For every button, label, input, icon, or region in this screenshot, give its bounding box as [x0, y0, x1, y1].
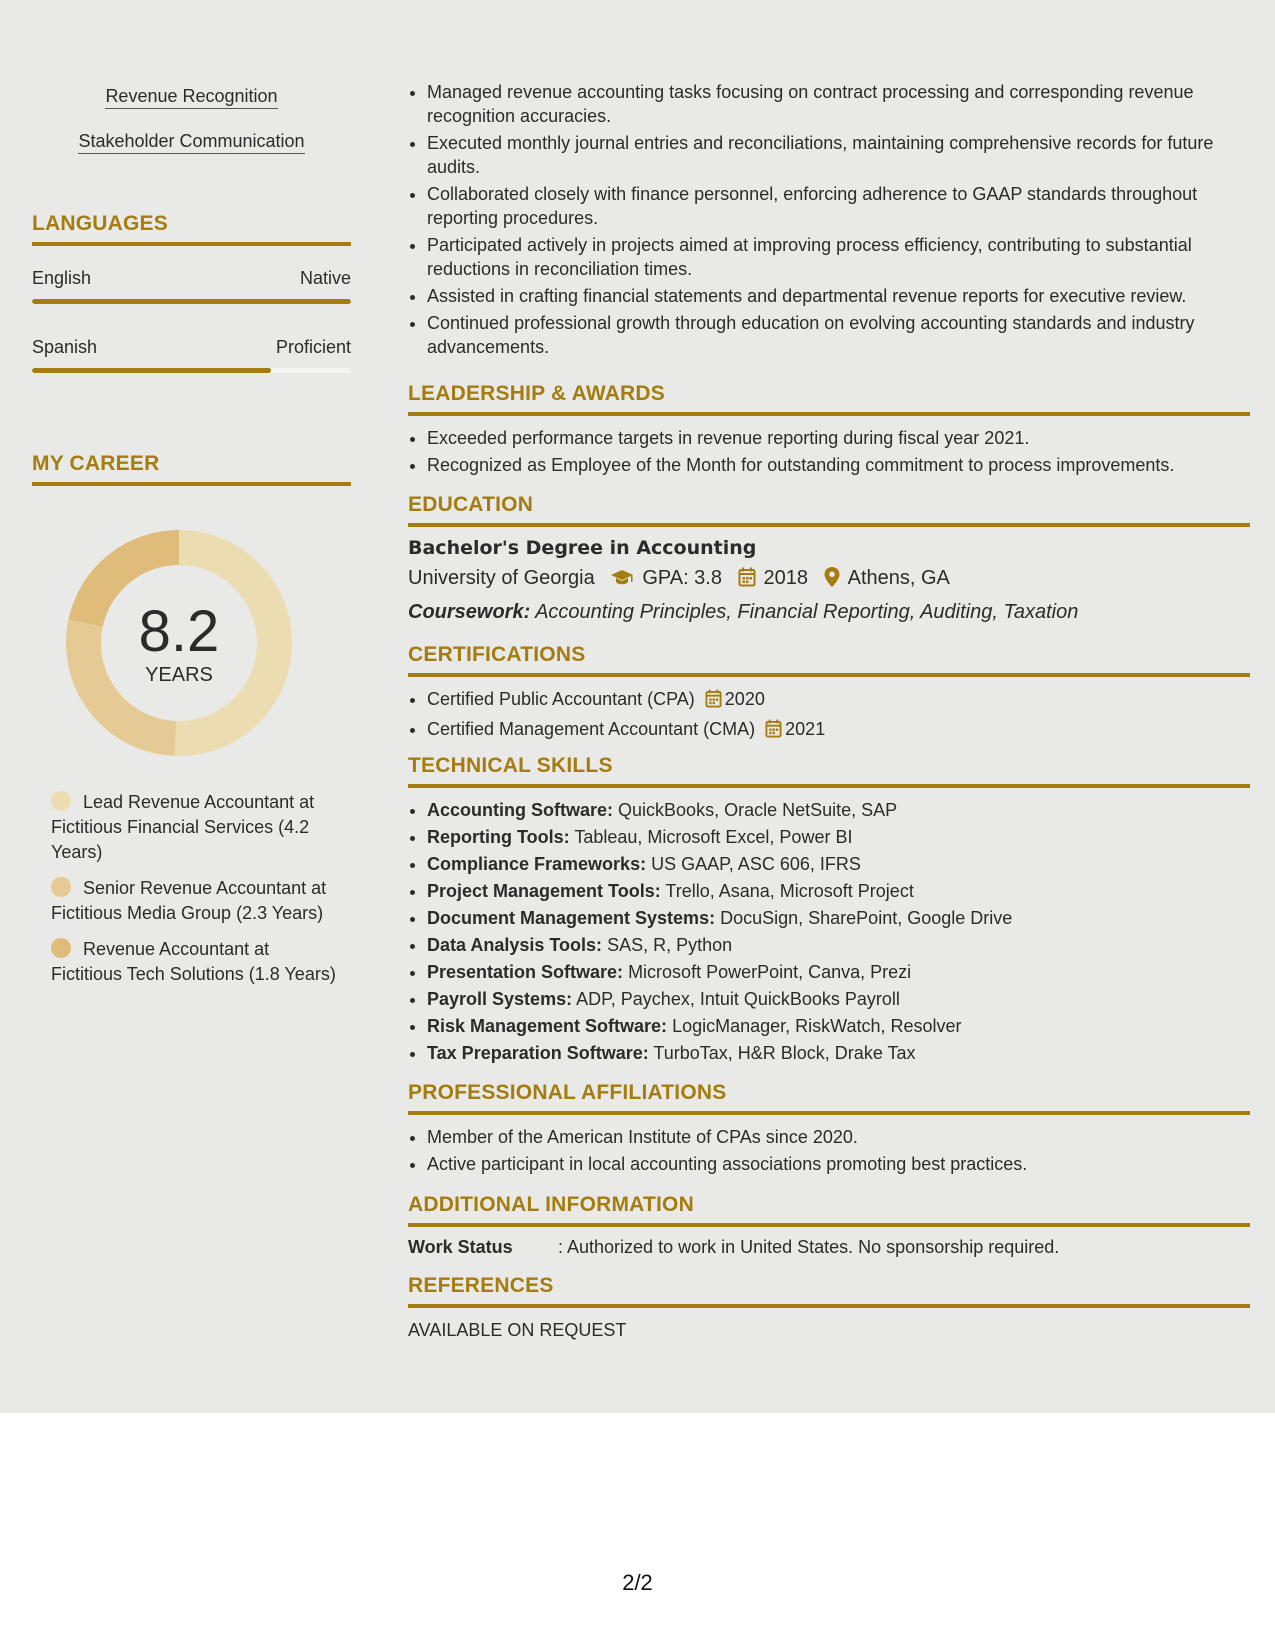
career-role-label: Senior Revenue Accountant at Fictitious Media Group (2.3 Years) [51, 878, 327, 923]
skill-values: US GAAP, ASC 606, IFRS [651, 854, 861, 874]
references-text: AVAILABLE ON REQUEST [408, 1320, 627, 1340]
skill-tag-label: Stakeholder Communication [78, 131, 304, 154]
skill-tag [32, 131, 351, 152]
career-role-label: Lead Revenue Accountant at Fictitious Financial Services (4.2 Years) [51, 792, 315, 862]
skill-values: Tableau, Microsoft Excel, Power BI [574, 827, 853, 847]
skill-tag-label: Revenue Recognition [105, 86, 277, 109]
career-heading: MY CAREER [32, 452, 351, 486]
technical-skill-item [427, 852, 1250, 876]
leadership-item: • Recognized as Employee of the Month for outstanding commitment to process improvements. [427, 453, 1250, 477]
certification-year: 2021 [785, 719, 826, 739]
affiliation-item: • Active participant in local accounting associations promoting best practices. [427, 1152, 1250, 1176]
language-name: English [32, 268, 92, 288]
skill-category: Payroll Systems: [427, 989, 573, 1009]
leadership-list [408, 426, 1250, 477]
experience-bullet: • Assisted in crafting financial statements and departmental revenue reports for executive review. [427, 284, 1269, 308]
additional-info-heading: ADDITIONAL INFORMATION [408, 1193, 1250, 1227]
work-status-label: Work Status [408, 1237, 513, 1257]
calendar-icon [765, 719, 782, 744]
coursework-value: Accounting Principles, Financial Reporting, Auditing, Taxation [535, 601, 1079, 623]
location-pin-icon [824, 567, 840, 593]
language-level: Native [299, 268, 351, 288]
language-level: Proficient [275, 337, 351, 357]
leadership-item: • Exceeded performance targets in revenue reporting during fiscal year 2021. [427, 426, 1250, 450]
career-legend-item [51, 876, 341, 926]
technical-skill-item [427, 933, 1250, 957]
language-name: Spanish [32, 337, 98, 357]
experience-bullet: • Participated actively in projects aimed at improving process efficiency, contributing to substantial reductions in reconciliation times. [427, 233, 1269, 281]
career-total-value: 8.2 [138, 599, 220, 664]
skill-values: ADP, Paychex, Intuit QuickBooks Payroll [576, 989, 900, 1009]
education-degree: Bachelor's Degree in Accounting [408, 537, 757, 559]
technical-skill-item [427, 987, 1250, 1011]
experience-bullet: • Managed revenue accounting tasks focusing on contract processing and corresponding revenue recognition accuracies. [427, 80, 1269, 128]
certification-name: Certified Public Accountant (CPA) [427, 689, 695, 709]
skill-values: DocuSign, SharePoint, Google Drive [720, 908, 1013, 928]
coursework-label: Coursework: [408, 601, 531, 623]
experience-bullet: • Collaborated closely with finance personnel, enforcing adherence to GAAP standards throughout reporting procedures. [427, 182, 1269, 230]
language-proficiency-fill [32, 299, 351, 304]
skill-values: QuickBooks, Oracle NetSuite, SAP [618, 800, 898, 820]
technical-skills-heading: TECHNICAL SKILLS [408, 754, 1250, 788]
skill-category: Accounting Software: [427, 800, 614, 820]
technical-skills-section [408, 754, 1250, 1068]
legend-dot-icon [51, 938, 71, 958]
technical-skill-item [427, 798, 1250, 822]
education-meta [408, 567, 1250, 593]
skill-category: Presentation Software: [427, 962, 624, 982]
affiliations-section [408, 1081, 1250, 1179]
calendar-icon [738, 567, 756, 593]
certification-item [427, 717, 1250, 744]
technical-skill-item [427, 879, 1250, 903]
skill-category: Tax Preparation Software: [427, 1043, 649, 1063]
technical-skill-item [427, 906, 1250, 930]
page-number: 2/2 [622, 1570, 653, 1595]
work-status-row [408, 1237, 1250, 1258]
technical-skill-item [427, 1014, 1250, 1038]
career-legend-item [51, 937, 341, 987]
references-section [408, 1274, 1250, 1341]
skill-tag [32, 86, 351, 107]
legend-dot-icon [51, 791, 71, 811]
references-heading: REFERENCES [408, 1274, 1250, 1308]
legend-dot-icon [51, 877, 71, 897]
skill-values: Microsoft PowerPoint, Canva, Prezi [628, 962, 912, 982]
education-heading: EDUCATION [408, 493, 1250, 527]
skill-values: SAS, R, Python [607, 935, 733, 955]
career-total-unit: YEARS [145, 664, 213, 686]
graduation-cap-icon [610, 569, 634, 593]
technical-skill-item [427, 960, 1250, 984]
skill-category: Risk Management Software: [427, 1016, 668, 1036]
skill-values: LogicManager, RiskWatch, Resolver [672, 1016, 962, 1036]
languages-heading: LANGUAGES [32, 212, 351, 246]
career-legend [51, 790, 341, 998]
affiliation-item: • Member of the American Institute of CPAs since 2020. [427, 1125, 1250, 1149]
calendar-icon [705, 689, 722, 714]
experience-bullet: • Executed monthly journal entries and reconciliations, maintaining comprehensive records for future audits. [427, 131, 1269, 179]
skill-category: Document Management Systems: [427, 908, 716, 928]
technical-skill-item [427, 825, 1250, 849]
certifications-list [408, 687, 1250, 744]
career-donut-chart [66, 530, 292, 756]
education-gpa: GPA: 3.8 [642, 567, 722, 589]
education-coursework [408, 601, 1250, 624]
education-location: Athens, GA [847, 567, 950, 589]
education-year: 2018 [763, 567, 809, 589]
language-proficiency-fill [32, 368, 271, 373]
skill-category: Compliance Frameworks: [427, 854, 647, 874]
language-proficiency-bar [32, 299, 351, 304]
certification-item [427, 687, 1250, 714]
career-legend-item [51, 790, 341, 865]
affiliations-list [408, 1125, 1250, 1176]
certifications-section [408, 643, 1250, 747]
skill-category: Data Analysis Tools: [427, 935, 603, 955]
work-status-value: : Authorized to work in United States. No sponsorship required. [558, 1237, 1060, 1257]
career-role-label: Revenue Accountant at Fictitious Tech Solutions (1.8 Years) [51, 939, 336, 984]
language-proficiency-bar [32, 368, 351, 373]
skill-category: Reporting Tools: [427, 827, 570, 847]
education-section [408, 493, 1250, 624]
additional-info-section [408, 1193, 1250, 1258]
skill-values: TurboTax, H&R Block, Drake Tax [653, 1043, 916, 1063]
affiliations-heading: PROFESSIONAL AFFILIATIONS [408, 1081, 1250, 1115]
leadership-heading: LEADERSHIP & AWARDS [408, 382, 1250, 416]
technical-skills-list [408, 798, 1250, 1065]
skill-category: Project Management Tools: [427, 881, 661, 901]
education-school: University of Georgia [408, 567, 595, 589]
certification-year: 2020 [724, 689, 765, 709]
certification-name: Certified Management Accountant (CMA) [427, 719, 756, 739]
leadership-section [408, 382, 1250, 480]
skill-values: Trello, Asana, Microsoft Project [665, 881, 914, 901]
technical-skill-item [427, 1041, 1250, 1065]
experience-bullet: • Continued professional growth through education on evolving accounting standards and industry advancements. [427, 311, 1269, 359]
experience-bullets [408, 80, 1269, 362]
certifications-heading: CERTIFICATIONS [408, 643, 1250, 677]
